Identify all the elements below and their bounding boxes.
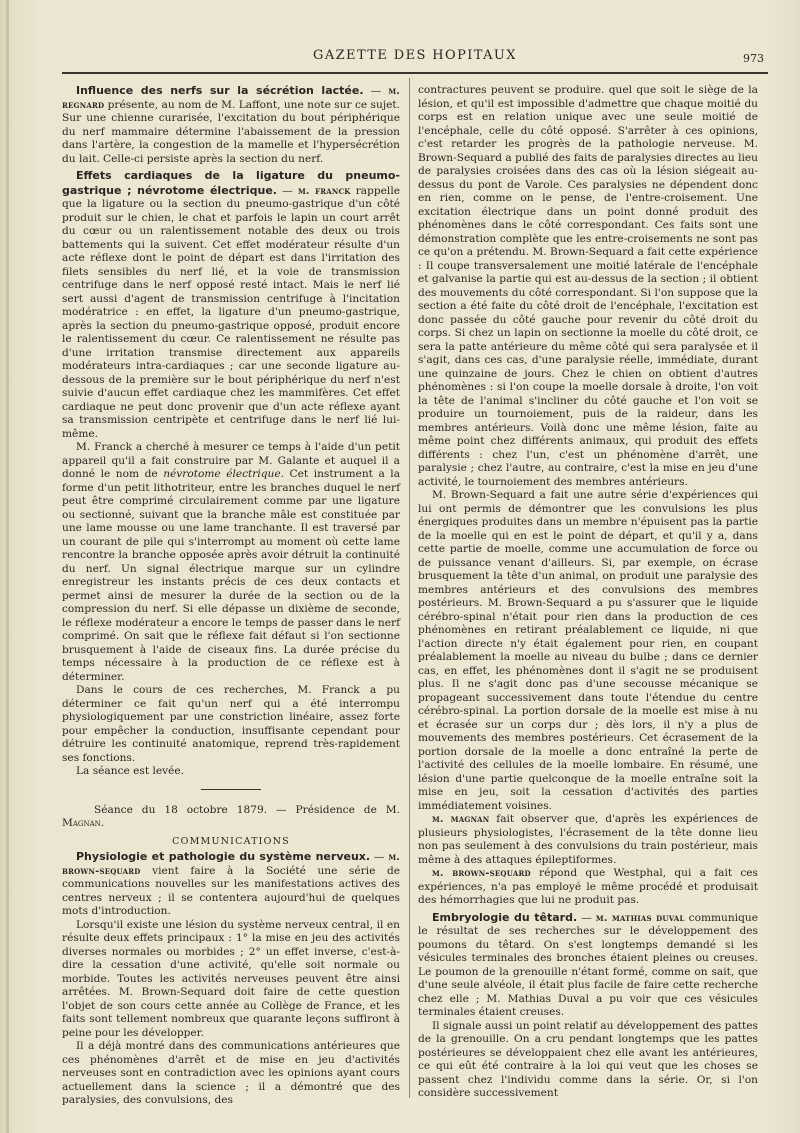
page-number: 973 xyxy=(743,52,764,65)
section-lactation: Influence des nerfs sur la sécrétion lactée. — m. regnard présente, au nom de M. Laffont, une note sur ce sujet. Sur une chienne curarisée, l'excitation du bout périphérique du nerf mammaire détermine l'abaissement de la pression dans l'artère, la congestion de la mamelle et l'hypersécrétion du lait. Celle-ci persiste après la section du nerf. xyxy=(62,84,400,165)
president-name: Magnan. xyxy=(62,817,105,829)
section-title: Physiologie et pathologie du système nerveux. xyxy=(76,850,371,863)
section-title: Embryologie du têtard. xyxy=(432,910,578,924)
right-column xyxy=(418,84,758,1101)
left-column xyxy=(62,84,400,1108)
paragraph-text: présente, au nom de M. Laffont, une note sur ce sujet. Sur une chienne curarisée, l'excitation du bout périphérique du nerf mammaire détermine l'abaissement de la pression dans l'artère, la congestion de la mamelle et l'hypersécrétion du lait. Celle-ci persiste après la section du nerf. xyxy=(62,98,400,165)
column-divider xyxy=(409,78,410,1098)
section-cardiac: Effets cardiaques de la ligature du pneumo-gastrique ; névrotome électrique. — m. franck rappelle que la ligature ou la section du pneumo-gastrique d'un côté produit sur le chien, le chat et parfois le lapin un court arrêt du cœur ou un ralentissement notable des deux ou trois battements qui la suivent. Cet effet modérateur résulte d'un acte réflexe dont le point de départ est dans l'irritation des filets sensibles du nerf lié, et la voie de transmission centrifuge dans le nerf opposé resté intact. Mais le nerf lié sert aussi d'agent de transmission centrifuge à l'incitation modératrice : en effet, la ligature d'un pneumo-gastrique, après la section du pneumo-gastrique opposé, produit encore le ralentissement du cœur. Ce ralentissement ne résulte pas d'une irritation transmise directement aux appareils modérateurs intra-cardiaques ; car une seconde ligature au-dessous de la première sur le bout périphérique du nerf n'est suivie d'aucun effet cardiaque chez les mammifères. Cet effet cardiaque ne peut donc provenir que d'un acte réflexe ayant sa transmission centripète et centrifuge dans le nerf lié lui-même. xyxy=(62,169,400,440)
author-name: m. magnan xyxy=(432,814,490,825)
paragraph-text: vient faire à la Société une série de communications nouvelles sur les manifestations actives des centres nerveux ; il se contentera aujourd'hui de quelques mots d'introduction. xyxy=(62,864,400,917)
author-name: m. brown-sequard xyxy=(432,868,531,879)
paragraph: La séance est levée. xyxy=(76,765,185,777)
journal-title: GAZETTE DES HOPITAUX xyxy=(313,48,517,63)
section-nervous-system: Physiologie et pathologie du système nerveux. — m. brown-sequard vient faire à la Société une série de communications nouvelles sur les manifestations actives des centres nerveux ; il se contentera aujourd'hui de quelques mots d'introduction. xyxy=(62,850,400,917)
paragraph: m. magnan fait observer que, d'après les expériences de plusieurs physiologistes, l'écrasement de la tête donne lieu non pas seulement à des convulsions du train postérieur, mais même à des attaques épileptiformes. xyxy=(418,813,758,866)
header-rule xyxy=(62,72,768,74)
communications-heading: COMMUNICATIONS xyxy=(172,835,290,847)
paragraph: Il signale aussi un point relatif au développement des pattes de la grenouille. On a cru pendant longtemps que les pattes postérieures se développaient chez elle avant les antérieures, ce qui eût été contraire à la loi qui veut que les choses se passent chez l'individu comme dans la série. Or, si l'on considère successivement xyxy=(418,1019,758,1099)
paragraph: m. brown-sequard répond que Westphal, qui a fait ces expériences, n'a pas employé le même procédé et produisait des hémorrhagies que lui ne produit pas. xyxy=(418,867,758,906)
italic-term: névrotome électrique. xyxy=(163,468,285,480)
section-rule xyxy=(201,789,261,790)
paragraph: M. Brown-Sequard a fait une autre série d'expériences qui lui ont permis de démontrer que les convulsions les plus énergiques produites dans un membre n'épuisent pas la partie de la moelle qui en est le point de départ, et qu'il y a, dans cette partie de moelle, comme une accumulation de force ou de puissance venant d'ailleurs. Si, par exemple, on écrase brusquement la tête d'un animal, on produit une paralysie des membres antérieurs et des convulsions des membres postérieurs. M. Brown-Sequard a pu s'assurer que le liquide cérébro-spinal n'était pour rien dans la production de ces phénomènes en retirant préalablement ce liquide, ni que l'action directe n'y était également pour rien, en coupant préalablement la moelle au niveau du bulbe ; dans ce dernier cas, en effet, les phénomènes dont il s'agit ne se produisent plus. Il ne s'agit donc pas d'une secousse mécanique se propageant successivement dans toute l'étendue du centre cérébro-spinal. La portion dorsale de la moelle est mise à nu et écrasée sur un corps dur ; dès lors, il n'y a plus de mouvements des membres postérieurs. Cet écrasement de la portion dorsale de la moelle a donc entraîné la perte de l'activité des cellules de la moelle lombaire. En résumé, une lésion d'une partie quelconque de la moelle entraîne soit la mise en jeu, soit la cessation d'activités des parties immédiatement voisines. xyxy=(418,489,758,812)
section-embryology: Embryologie du têtard. — m. mathias duval communique le résultat de ses recherches sur le développement des poumons du têtard. On s'est longtemps demandé si les vésicules terminales des bronches étaient pleines ou creuses. Le poumon de la grenouille n'étant formé, comme on sait, que d'une seule alvéole, il était plus facile de faire cette recherche chez elle ; M. Mathias Duval a pu voir que ces vésicules terminales étaient creuses. xyxy=(418,910,758,1018)
page-header xyxy=(62,48,768,68)
author-name: m. mathias duval xyxy=(595,912,685,924)
section-title: Effets cardiaques de la ligature du pneumo-gastrique ; névrotome électrique. xyxy=(62,169,400,197)
paragraph: contractures peuvent se produire. quel que soit le siège de la lésion, et qu'il est impossible d'admettre que chaque moitié du corps est en relation unique avec une seule moitié de l'encéphale, celle du côté opposé. S'arrêter à ces opinions, c'est retarder les progrès de la pathologie nerveuse. M. Brown-Sequard a publié des faits de paralysies directes au lieu de paralysies croisées dans des cas où la lésion siégeait au-dessus du pont de Varole. Ces paralysies ne dépendent donc en rien, comme on le pense, de l'entre-croisement. Une excitation électrique dans un point donné produit des phénomènes dans le côté correspondant. Ces faits sont une démonstration complète que les entre-croisements ne sont pas ce qu'on a prétendu. M. Brown-Sequard a fait cette expérience : Il coupe transversalement une moitié latérale de l'encéphale et galvanise la partie qui est au-dessus de la section ; il obtient des mouvements du côté correspondant. Si l'on suppose que la section a été faite du côté droit de l'encéphale, l'excitation est donc passée du côté gauche pour revenir du côté droit du corps. Si chez un lapin on sectionne la moelle du côté droit, ce sera la patte antérieure du même côté qui sera paralysée et il s'agit, dans ces cas, d'une paralysie réelle, immédiate, durant une quinzaine de jours. Chez le chien on obtient d'autres phénomènes : si l'on coupe la moelle dorsale à droite, l'on voit la tête de l'animal s'incliner du côté gauche et l'on voit se produire un tournoiement, puis de la raideur, dans les membres antérieurs. Voilà donc une même lésion, faite au même point chez différents animaux, qui produit des effets différents : chez l'un, c'est un phénomène d'arrêt, une paralysie ; chez l'autre, au contraire, c'est la mise en jeu d'une activité, le tournoiement des membres antérieurs. xyxy=(418,84,758,488)
paragraph-text: rappelle que la ligature ou la section du pneumo-gastrique d'un côté produit sur le chien, le chat et parfois le lapin un court arrêt du cœur ou un ralentissement notable des deux ou trois battements qui la suivent. Cet effet modérateur résulte d'un acte réflexe dont le point de départ est dans l'irritation des filets sensibles du nerf lié, et la voie de transmission centrifuge dans le nerf opposé resté intact. Mais le nerf lié sert aussi d'agent de transmission centrifuge à l'incitation modératrice : en effet, la ligature d'un pneumo-gastrique, après la section du pneumo-gastrique opposé, produit encore le ralentissement du cœur. Ce ralentissement ne résulte pas d'une irritation transmise directement aux appareils modérateurs intra-cardiaques ; car une seconde ligature au-dessous de la première sur le bout périphérique du nerf n'est suivie d'aucun effet cardiaque chez les mammifères. Cet effet cardiaque ne peut donc provenir que d'un acte réflexe ayant sa transmission centripète et centrifuge dans le nerf lié lui-même. xyxy=(62,184,400,440)
author-name: m. brown-sequard xyxy=(62,852,400,877)
author-name: m. regnard xyxy=(62,86,400,111)
paragraph: Il a déjà montré dans des communications antérieures que ces phénomènes d'arrêt et de mise en jeu d'activités nerveuses sont en contradiction avec les opinions ayant cours actuellement dans la science ; il a démontré que des paralysies, des convulsions, des xyxy=(62,1040,400,1106)
author-name: m. franck xyxy=(297,185,351,197)
paragraph: Lorsqu'il existe une lésion du système nerveux central, il en résulte deux effets principaux : 1° la mise en jeu des activités diverses normales ou morbides ; 2° un effet inverse, c'est-à-dire la cessation d'une activité, qu'elle soit normale ou morbide. Toutes les activités nerveuses peuvent être ainsi arrêtées. M. Brown-Sequard doit faire de cette question l'objet de son cours cette année au Collège de France, et les faits sont tellement nombreux que quarante leçons suffiront à peine pour les développer. xyxy=(62,918,400,1039)
section-title: Influence des nerfs sur la sécrétion lactée. xyxy=(76,84,364,97)
paragraph: M. Franck a cherché à mesurer ce temps à l'aide d'un petit appareil qu'il a fait construire par M. Galante et auquel il a donné le nom de névrotome électrique. Cet instrument a la forme d'un petit lithotriteur, entre les branches duquel le nerf peut être comprimé circulairement comme par une ligature ou sectionné, suivant que la branche mâle est constituée par une lame mousse ou une lame tranchante. Il est traversé par un courant de pile qui s'interrompt au moment où cette lame rencontre la branche opposée après avoir détruit la continuité du nerf. Un signal électrique marque sur un cylindre enregistreur les instants précis de ces deux contacts et permet ainsi de mesurer la durée de la section ou de la compression du nerf. Si elle dépasse un dixième de seconde, le réflexe modérateur a encore le temps de passer dans le nerf comprimé. On sait que le réflexe fait défaut si l'on sectionne brusquement à l'aide de ciseaux fins. La durée précise du temps nécessaire à la production de ce réflexe est à déterminer. xyxy=(62,441,401,683)
paragraph: Dans le cours de ces recherches, M. Franck a pu déterminer ce fait qu'un nerf qui a été interrompu physiologiquement par une constriction linéaire, assez forte pour empêcher la conduction, insuffisante cependant pour détruire les continuité anatomique, reprend très-rapidement ses fonctions. xyxy=(62,684,400,764)
binding-gutter xyxy=(6,0,9,1133)
session-heading: Séance du 18 octobre 1879. — Présidence de M. Magnan. xyxy=(62,803,400,829)
